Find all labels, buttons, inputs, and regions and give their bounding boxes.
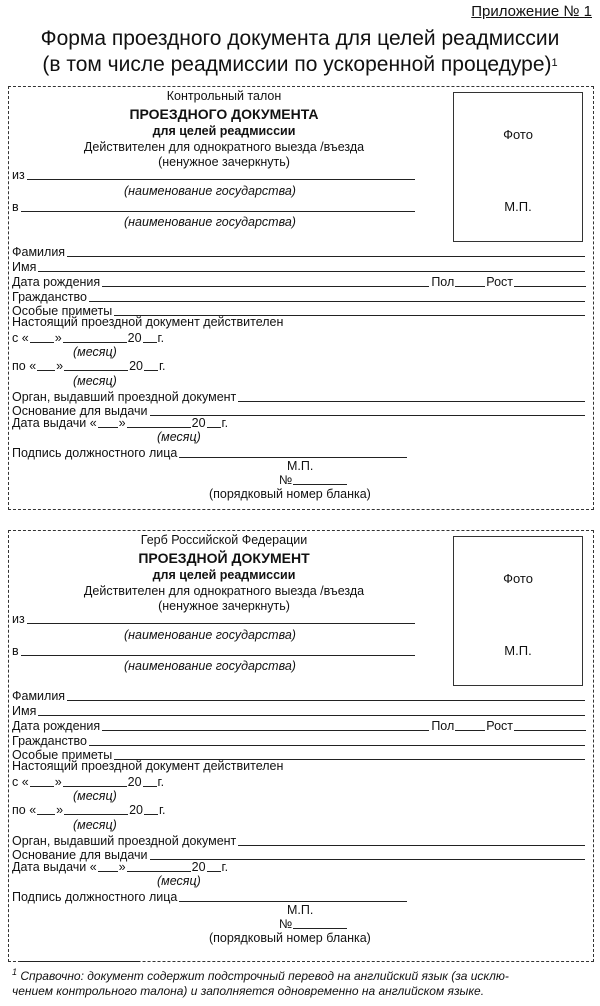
section-top-label: Контрольный талон xyxy=(166,89,282,103)
number-row: № xyxy=(279,917,348,931)
name-row: Имя xyxy=(12,259,587,274)
doc-title: ПРОЕЗДНОГО ДОКУМЕНТА xyxy=(129,106,319,122)
valid-from-day[interactable] xyxy=(30,331,54,343)
month-hint: (месяц) xyxy=(157,430,201,444)
valid-text: Настоящий проездной документ действителен xyxy=(12,315,284,329)
control-stub-section xyxy=(8,86,594,510)
grounds-row: Основание для выдачи xyxy=(12,403,587,418)
name-row: Имя xyxy=(12,703,587,718)
signature-field[interactable] xyxy=(179,890,407,902)
month-hint: (месяц) xyxy=(73,374,117,388)
valid-to-row: по « » 20 г. xyxy=(12,803,166,817)
issue-year[interactable] xyxy=(207,860,221,872)
citizenship-field[interactable] xyxy=(89,734,585,746)
issuer-field[interactable] xyxy=(238,834,585,846)
from-state-field[interactable] xyxy=(27,168,415,180)
number-row: № xyxy=(279,473,348,487)
valid-to-day[interactable] xyxy=(37,359,55,371)
issue-month[interactable] xyxy=(127,416,191,428)
doc-subtitle: для целей реадмиссии xyxy=(152,568,296,582)
signature-row: Подпись должностного лица xyxy=(12,445,409,460)
from-state-row: из xyxy=(12,611,417,626)
stamp-label: М.П. xyxy=(504,199,532,214)
footnote-line-2: чением контрольного талона) и заполняется одновременно на английском языке. xyxy=(12,984,485,998)
signature-field[interactable] xyxy=(179,446,407,458)
grounds-field[interactable] xyxy=(150,404,585,416)
features-row: Особые приметы xyxy=(12,303,587,318)
serial-hint: (порядковый номер бланка) xyxy=(209,487,371,501)
issue-year[interactable] xyxy=(207,416,221,428)
photo-box xyxy=(453,536,583,686)
surname-row: Фамилия xyxy=(12,244,587,259)
state-hint: (наименование государства) xyxy=(124,628,296,642)
sex-field[interactable] xyxy=(455,275,485,287)
month-hint: (месяц) xyxy=(73,818,117,832)
to-state-row: в xyxy=(12,643,417,658)
name-field[interactable] xyxy=(38,260,585,272)
valid-from-year[interactable] xyxy=(143,775,157,787)
birth-date-field[interactable] xyxy=(102,719,429,731)
month-hint: (месяц) xyxy=(73,345,117,359)
title-line-1: Форма проездного документа для целей реадмиссии xyxy=(40,27,560,50)
state-hint: (наименование государства) xyxy=(124,184,296,198)
footnote-mark: 1 xyxy=(12,967,18,977)
footnote-rule xyxy=(20,961,140,962)
to-state-field[interactable] xyxy=(21,644,415,656)
valid-for: Действителен для однократного выезда /въезда xyxy=(83,140,365,154)
citizenship-row: Гражданство xyxy=(12,289,587,304)
issue-date-row: Дата выдачи « » 20 г. xyxy=(12,860,229,874)
valid-to-month[interactable] xyxy=(64,359,128,371)
month-hint: (месяц) xyxy=(157,874,201,888)
section-top-label: Герб Российской Федерации xyxy=(140,533,308,547)
valid-from-day[interactable] xyxy=(30,775,54,787)
footnote xyxy=(12,965,592,999)
valid-to-year[interactable] xyxy=(144,803,158,815)
birth-date-field[interactable] xyxy=(102,275,429,287)
stamp-label: М.П. xyxy=(287,903,314,917)
number-field[interactable] xyxy=(293,473,347,485)
sex-field[interactable] xyxy=(455,719,485,731)
surname-field[interactable] xyxy=(67,689,585,701)
serial-hint: (порядковый номер бланка) xyxy=(209,931,371,945)
issue-date-row: Дата выдачи « » 20 г. xyxy=(12,416,229,430)
from-state-row: из xyxy=(12,167,417,182)
to-state-row: в xyxy=(12,199,417,214)
valid-to-day[interactable] xyxy=(37,803,55,815)
valid-to-year[interactable] xyxy=(144,359,158,371)
features-row: Особые приметы xyxy=(12,747,587,762)
title-footnote-mark: 1 xyxy=(551,57,558,69)
name-field[interactable] xyxy=(38,704,585,716)
grounds-field[interactable] xyxy=(150,848,585,860)
valid-from-month[interactable] xyxy=(63,775,127,787)
month-hint: (месяц) xyxy=(73,789,117,803)
state-hint: (наименование государства) xyxy=(124,659,296,673)
to-state-field[interactable] xyxy=(21,200,415,212)
valid-from-month[interactable] xyxy=(63,331,127,343)
from-state-field[interactable] xyxy=(27,612,415,624)
valid-to-month[interactable] xyxy=(64,803,128,815)
stamp-label: М.П. xyxy=(287,459,314,473)
issue-day[interactable] xyxy=(98,416,118,428)
surname-row: Фамилия xyxy=(12,688,587,703)
valid-text: Настоящий проездной документ действителен xyxy=(12,759,284,773)
citizenship-row: Гражданство xyxy=(12,733,587,748)
citizenship-field[interactable] xyxy=(89,290,585,302)
issue-day[interactable] xyxy=(98,860,118,872)
valid-for: Действителен для однократного выезда /въезда xyxy=(83,584,365,598)
issue-month[interactable] xyxy=(127,860,191,872)
birth-row: Дата рождения Пол Рост xyxy=(12,274,587,289)
doc-title: ПРОЕЗДНОЙ ДОКУМЕНТ xyxy=(138,550,310,566)
appendix-label: Приложение № 1 xyxy=(471,3,592,20)
height-field[interactable] xyxy=(514,275,586,287)
stamp-label: М.П. xyxy=(504,643,532,658)
valid-from-row: с « » 20 г. xyxy=(12,331,165,345)
number-field[interactable] xyxy=(293,917,347,929)
doc-subtitle: для целей реадмиссии xyxy=(152,124,296,138)
photo-box xyxy=(453,92,583,242)
issuer-field[interactable] xyxy=(238,390,585,402)
title-line-2: (в том числе реадмиссии по ускоренной процедуре)$^1$ xyxy=(42,53,558,76)
state-hint: (наименование государства) xyxy=(124,215,296,229)
signature-row: Подпись должностного лица xyxy=(12,889,409,904)
surname-field[interactable] xyxy=(67,245,585,257)
grounds-row: Основание для выдачи xyxy=(12,847,587,862)
photo-label: Фото xyxy=(503,127,533,142)
valid-from-year[interactable] xyxy=(143,331,157,343)
issuer-row: Орган, выдавший проездной документ xyxy=(12,833,587,848)
footnote-line-1: $^1$ Справочно: документ содержит подстрочный перевод на английский язык (за исклю- xyxy=(12,967,509,983)
valid-to-row: по « » 20 г. xyxy=(12,359,166,373)
strike-note: (ненужное зачеркнуть) xyxy=(158,155,290,169)
height-field[interactable] xyxy=(514,719,586,731)
travel-document-section xyxy=(8,530,594,962)
issuer-row: Орган, выдавший проездной документ xyxy=(12,389,587,404)
strike-note: (ненужное зачеркнуть) xyxy=(158,599,290,613)
birth-row: Дата рождения Пол Рост xyxy=(12,718,587,733)
valid-from-row: с « » 20 г. xyxy=(12,775,165,789)
photo-label: Фото xyxy=(503,571,533,586)
form-title xyxy=(0,26,600,78)
